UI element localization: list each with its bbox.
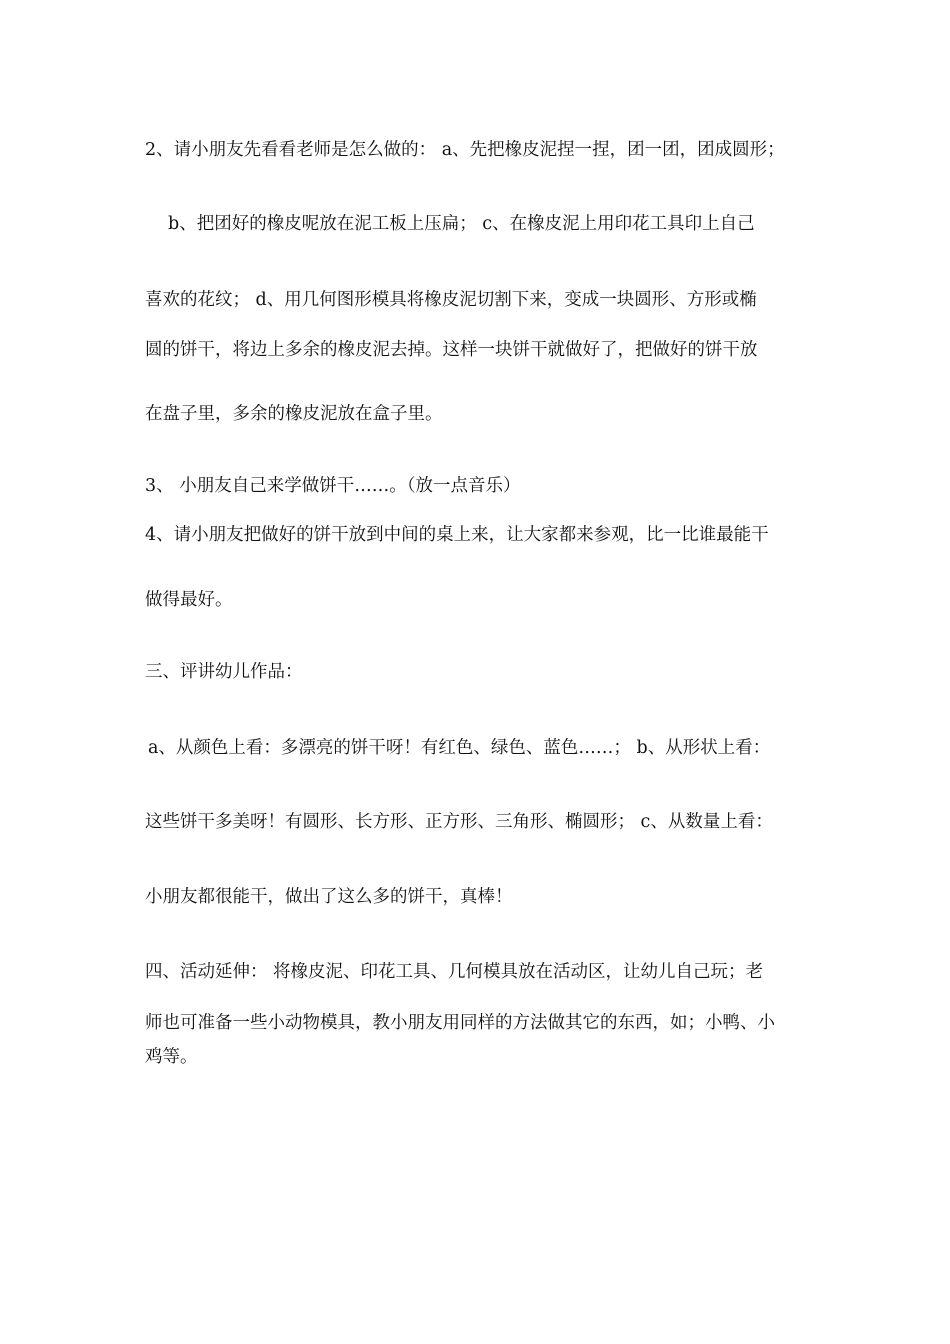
extension-line-2: 师也可准备一些小动物模具，教小朋友用同样的方法做其它的东西，如；小鸭、小 [145, 1013, 775, 1033]
step-4-line-2: 做得最好。 [145, 590, 233, 610]
evaluation-line-3: 小朋友都很能干，做出了这么多的饼干，真棒！ [145, 887, 513, 907]
step-4-line-1: 4、请小朋友把做好的饼干放到中间的桌上来，让大家都来参观，比一比谁最能干 [145, 525, 769, 545]
section-3-heading: 三、评讲幼儿作品： [145, 662, 303, 682]
step-2-line-4: 圆的饼干，将边上多余的橡皮泥去掉。这样一块饼干就做好了，把做好的饼干放 [145, 340, 758, 360]
evaluation-line-1: a、从颜色上看：多漂亮的饼干呀！有红色、绿色、蓝色……； b、从形状上看： [148, 738, 771, 758]
step-2-line-3: 喜欢的花纹； d、用几何图形模具将橡皮泥切割下来，变成一块圆形、方形或椭 [145, 290, 757, 310]
evaluation-line-2: 这些饼干多美呀！有圆形、长方形、正方形、三角形、椭圆形； c、从数量上看： [145, 812, 773, 832]
extension-line-3: 鸡等。 [145, 1047, 198, 1067]
step-2-line-5: 在盘子里，多余的橡皮泥放在盒子里。 [145, 404, 443, 424]
step-2-line-2: b、把团好的橡皮呢放在泥工板上压扁； c、在橡皮泥上用印花工具印上自己 [168, 214, 755, 234]
extension-line-1: 四、活动延伸： 将橡皮泥、印花工具、几何模具放在活动区，让幼儿自己玩；老 [145, 962, 764, 982]
step-2-line-1: 2、请小朋友先看看老师是怎么做的： a、先把橡皮泥捏一捏，团一团，团成圆形； [145, 140, 785, 160]
step-3-line: 3、 小朋友自己来学做饼干……。（放一点音乐） [145, 476, 521, 496]
